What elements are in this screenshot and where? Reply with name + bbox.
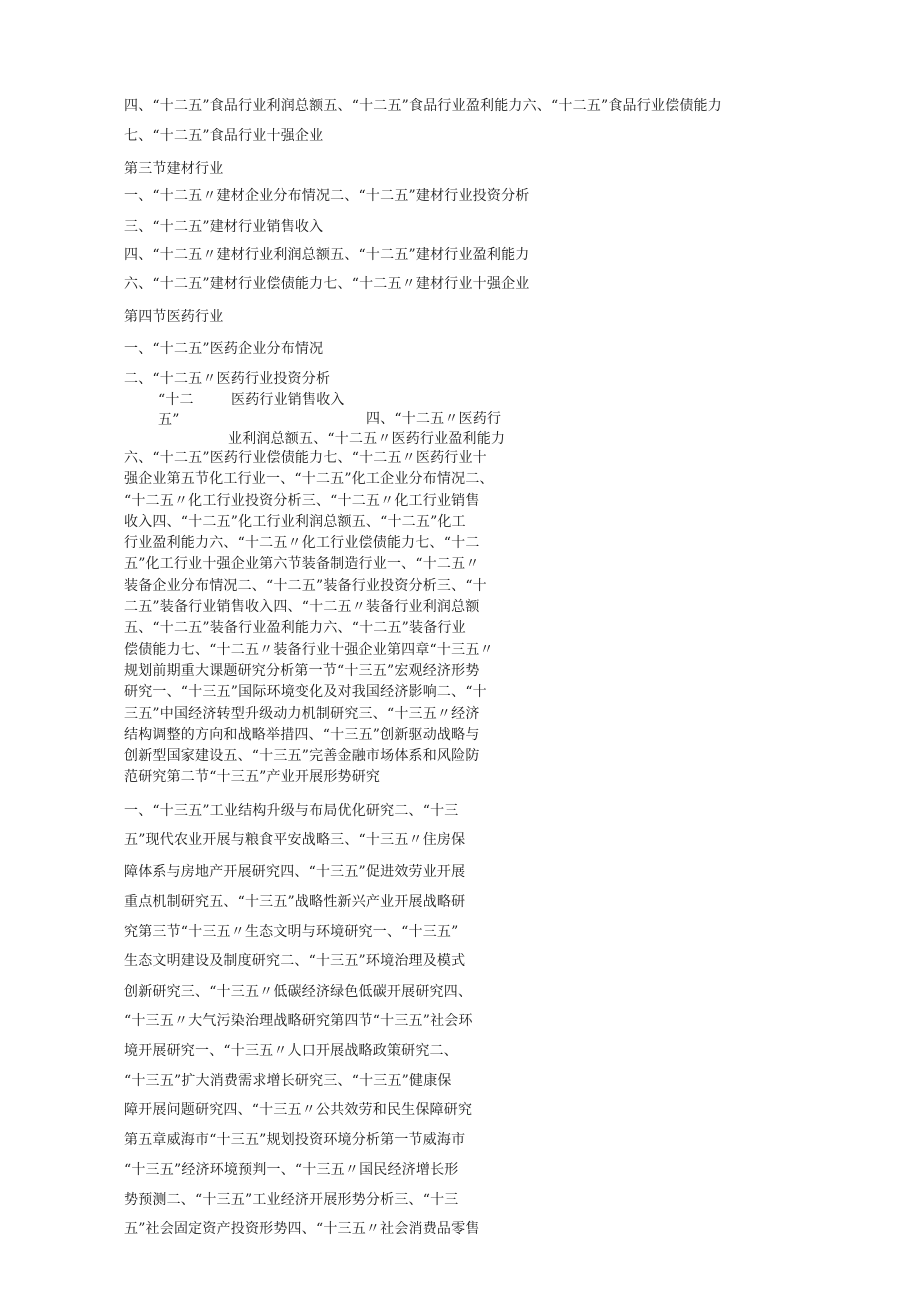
text-line: 七、“十二五”食品行业十强企业 bbox=[124, 128, 324, 144]
text-line: 结构调整的方向和战略举措四、“十三五”创新驱动战略与 bbox=[124, 726, 480, 743]
split-text: 五” bbox=[158, 412, 180, 428]
text-line: 范研究第二节“十三五”产业开展形势研究 bbox=[124, 769, 381, 786]
text-line: “十三五〃大气污染治理战略研究第四节“十三五”社会环 bbox=[124, 1013, 473, 1029]
text-line: 四、“十二五〃建材行业利润总额五、“十二五”建材行业盈利能力 bbox=[124, 247, 530, 263]
text-line: “十三五”扩大消费需求增长研究三、“十三五”健康保 bbox=[124, 1073, 452, 1089]
text-line: 一、“十二五”医药企业分布情况 bbox=[124, 341, 324, 357]
text-line: 重点机制研究五、“十三五”战略性新兴产业开展战略研 bbox=[124, 894, 466, 910]
text-line: 一、“十三五”工业结构升级与布局优化研究二、“十三 bbox=[124, 803, 459, 819]
text-line: 五”社会固定资产投资形势四、“十三五〃社会消费品零售 bbox=[124, 1221, 480, 1237]
text-line: 障体系与房地产开展研究四、“十三五”促进效劳业开展 bbox=[124, 864, 466, 880]
text-line: 偿债能力七、“十二五〃装备行业十强企业第四章“十三五〃 bbox=[124, 641, 494, 658]
text-line: 一、“十二五〃建材企业分布情况二、“十二五”建材行业投资分析 bbox=[124, 188, 530, 204]
text-line: 收入四、“十二五”化工行业利润总额五、“十二五”化工 bbox=[124, 513, 466, 530]
text-line: 装备企业分布情况二、“十二五”装备行业投资分析三、“十 bbox=[124, 577, 487, 594]
text-line: 研究一、“十三五”国际环境变化及对我国经济影响二、“十 bbox=[124, 684, 487, 701]
text-line: 四、“十二五”食品行业利润总额五、“十二五”食品行业盈利能力六、“十二五”食品行业偿债能力 bbox=[124, 98, 722, 114]
dense-paragraph bbox=[124, 448, 544, 789]
split-text: 医药行业销售收入 bbox=[231, 392, 345, 408]
text-line: 障开展问题研究四、“十三五〃公共效劳和民生保障研究 bbox=[124, 1102, 473, 1118]
text-line: 创新研究三、“十三五〃低碳经济绿色低碳开展研究四、 bbox=[124, 984, 473, 1000]
split-text: 业利润总额五、“十二五〃医药行业盈利能力 bbox=[228, 431, 506, 447]
text-line: 第五章威海市“十三五”规划投资环境分析第一节威海市 bbox=[124, 1132, 466, 1148]
text-line: 五”现代农业开展与粮食平安战略三、“十三五〃住房保 bbox=[124, 832, 466, 848]
text-line: 生态文明建设及制度研究二、“十三五”环境治理及模式 bbox=[124, 953, 466, 969]
text-line: 五、“十二五”装备行业盈利能力六、“十二五”装备行业 bbox=[124, 620, 466, 637]
text-line: 三、“十二五”建材行业销售收入 bbox=[124, 219, 324, 235]
text-line: 二、“十二五〃医药行业投资分析 bbox=[124, 371, 331, 387]
section-heading: 第四节医药行业 bbox=[124, 309, 224, 325]
text-line: 五”化工行业十强企业第六节装备制造行业一、“十二五〃 bbox=[124, 556, 480, 573]
text-line: “十二五〃化工行业投资分析三、“十二五〃化工行业销售 bbox=[124, 492, 480, 509]
text-line: 规划前期重大课题研究分析第一节“十三五”宏观经济形势 bbox=[124, 662, 480, 679]
text-line: 势预测二、“十三五”工业经济开展形势分析三、“十三 bbox=[124, 1192, 459, 1208]
text-line: “十三五”经济环境预判一、“十三五〃国民经济增长形 bbox=[124, 1162, 459, 1178]
text-line: 强企业第五节化工行业一、“十二五”化工企业分布情况二、 bbox=[124, 471, 494, 488]
text-line: 创新型国家建设五、“十三五”完善金融市场体系和风险防 bbox=[124, 748, 480, 765]
split-text: “十二 bbox=[158, 392, 194, 408]
text-line: 六、“十二五”建材行业偿债能力七、“十二五〃建材行业十强企业 bbox=[124, 276, 530, 292]
text-line: 六、“十二五”医药行业偿债能力七、“十二五〃医药行业十 bbox=[124, 450, 487, 466]
text-line: 行业盈利能力六、“十二五〃化工行业偿债能力七、“十二 bbox=[124, 535, 480, 552]
section-heading: 第三节建材行业 bbox=[124, 161, 224, 177]
text-line: 二五”装备行业销售收入四、“十二五〃装备行业利润总额 bbox=[124, 599, 480, 616]
text-line: 三五”中国经济转型升级动力机制研究三、“十三五〃经济 bbox=[124, 705, 480, 722]
split-text: 四、“十二五〃医药行 bbox=[366, 411, 502, 427]
text-line: 究第三节“十三五〃生态文明与环境研究一、“十三五” bbox=[124, 924, 459, 940]
text-line: 境开展研究一、“十三五〃人口开展战略政策研究二、 bbox=[124, 1043, 458, 1059]
